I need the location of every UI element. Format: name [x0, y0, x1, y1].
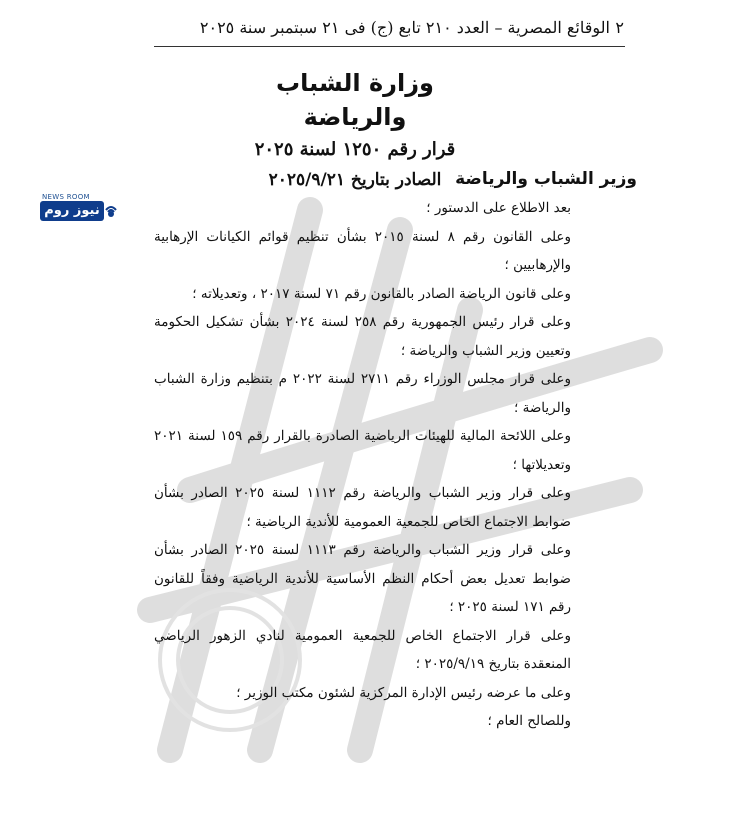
- clause-minister-decree-1112: وعلى قرار وزير الشباب والرياضة رقم ١١١٢ لسنة ٢٠٢٥ الصادر بشأن ضوابط الاجتماع الخاص للجمعية العمومية للأندية الرياضية ؛: [154, 485, 571, 530]
- clause-minister-decree-1113: وعلى قرار وزير الشباب والرياضة رقم ١١١٣ لسنة ٢٠٢٥ الصادر بشأن ضوابط تعديل بعض أحكام النظم الأساسية للأندية الرياضية وفقاً للقانون رقم ١٧١ لسنة ٢٠٢٥ ؛: [154, 542, 571, 615]
- gazette-header: الوقائع المصرية – العدد ٢١٠ تابع (ج) فى ٢١ سبتمبر سنة ٢٠٢٥: [199, 18, 610, 37]
- minister-title: وزير الشباب والرياضة: [455, 169, 637, 189]
- header-divider: [154, 46, 625, 47]
- clause-financial-regulation: وعلى اللائحة المالية للهيئات الرياضية الصادرة بالقرار رقم ١٥٩ لسنة ٢٠٢١ وتعديلاتها ؛: [154, 428, 571, 473]
- signal-icon: [104, 202, 118, 220]
- clause-constitution: بعد الاطلاع على الدستور ؛: [426, 200, 571, 216]
- clause-presidential-decree: وعلى قرار رئيس الجمهورية رقم ٢٥٨ لسنة ٢٠٢٤ بشأن تشكيل الحكومة وتعيين وزير الشباب والرياضة ؛: [154, 314, 571, 359]
- page-number: ٢: [615, 18, 624, 37]
- clause-law-8-2015: وعلى القانون رقم ٨ لسنة ٢٠١٥ بشأن تنظيم قوائم الكيانات الإرهابية والإرهابيين ؛: [154, 228, 571, 273]
- title-block: [240, 66, 470, 194]
- clause-public-interest: وللصالح العام ؛: [487, 713, 571, 729]
- ministry-title: وزارة الشباب والرياضة: [276, 69, 434, 131]
- decree-body: [154, 194, 591, 736]
- clause-central-admin: وعلى ما عرضه رئيس الإدارة المركزية لشئون مكتب الوزير ؛: [236, 684, 571, 701]
- news-room-logo[interactable]: [40, 193, 116, 221]
- clause-cabinet-decree: وعلى قرار مجلس الوزراء رقم ٢٧١١ لسنة ٢٠٢٢ م بتنظيم وزارة الشباب والرياضة ؛: [154, 371, 571, 416]
- issued-date: الصادر بتاريخ ٢٠٢٥/٩/٢١: [268, 170, 442, 190]
- decree-number: قرار رقم ١٢٥٠ لسنة ٢٠٢٥: [254, 139, 456, 160]
- logo-small-text: NEWS ROOM: [42, 193, 90, 201]
- logo-main-text: نيوز روم: [40, 201, 104, 221]
- clause-sports-law: وعلى قانون الرياضة الصادر بالقانون رقم ٧١ لسنة ٢٠١٧ ، وتعديلاته ؛: [192, 285, 571, 302]
- clause-general-assembly: وعلى قرار الاجتماع الخاص للجمعية العمومية لنادي الزهور الرياضي المنعقدة بتاريخ ٢٠٢٥/٩/١٩ ؛: [154, 627, 571, 672]
